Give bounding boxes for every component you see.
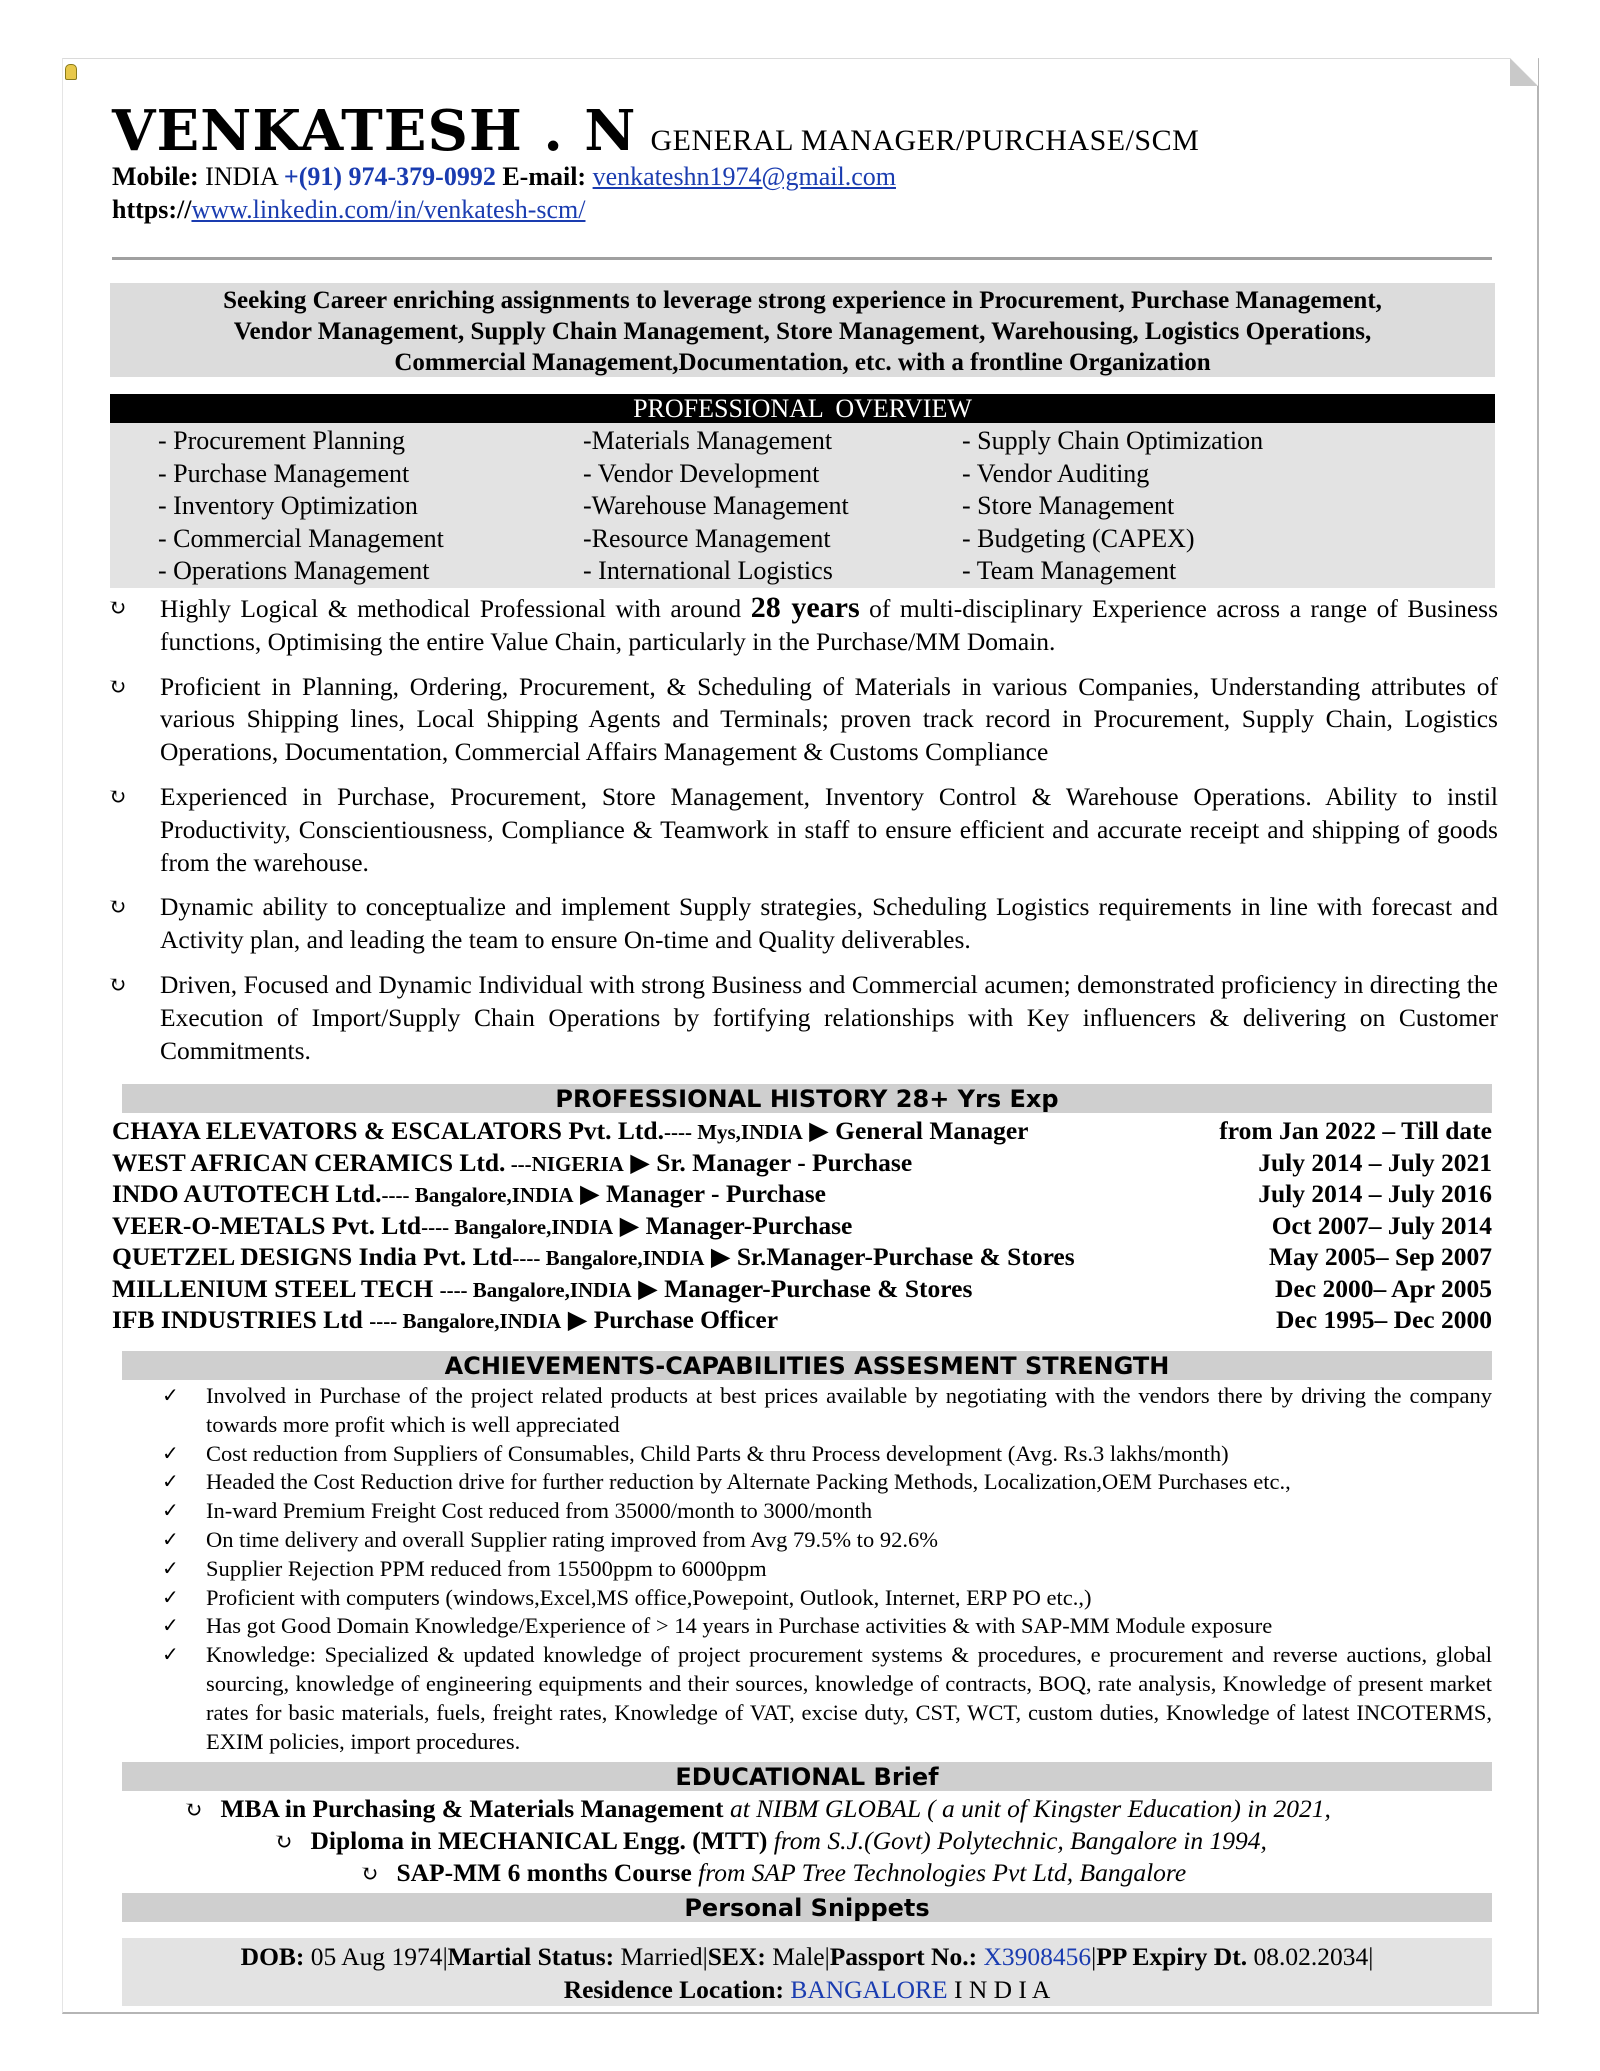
dob-value: 05 Aug 1974: [304, 1942, 443, 1971]
summary-bullet: [108, 592, 1498, 659]
job-dates: Dec 1995– Dec 2000: [1276, 1305, 1492, 1334]
check-icon: ✓: [162, 1385, 179, 1407]
overview-item: - Budgeting (CAPEX): [962, 523, 1195, 553]
job-role: Purchase Officer: [593, 1305, 779, 1334]
job-location: ---- Mys,INDIA: [663, 1120, 803, 1144]
candidate-name: VENKATESH . N: [112, 98, 637, 164]
job-role: Manager-Purchase: [645, 1210, 853, 1240]
pin-icon: [65, 64, 77, 80]
job-location: ---- Bangalore,INDIA: [369, 1309, 562, 1333]
job-role: Sr. Manager - Purchase: [656, 1147, 913, 1177]
dob-label: DOB:: [240, 1942, 305, 1971]
education-detail: from SAP Tree Technologies Pvt Ltd, Bangalore: [691, 1858, 1187, 1887]
mobile-country: INDIA: [205, 162, 278, 191]
overview-item: - Vendor Development: [583, 458, 820, 488]
objective-line: Vendor Management, Supply Chain Management, Store Management, Warehousing, Logistics Operations,: [233, 318, 1372, 345]
achievement-text: In-ward Premium Freight Cost reduced from 35000/month to 3000/month: [206, 1498, 873, 1524]
summary-bullet: [108, 969, 1498, 1067]
email-label: E-mail:: [502, 162, 587, 191]
job-company: QUETZEL DESIGNS India Pvt. Ltd: [112, 1242, 513, 1271]
passport-label: Passport No.:: [829, 1942, 978, 1971]
summary-bullet: [108, 671, 1498, 769]
page-fold-corner: [1510, 58, 1538, 86]
residence-city: BANGALORE: [783, 1975, 948, 2004]
job-company: MILLENIUM STEEL TECH: [112, 1273, 440, 1303]
job-location: ---NIGERIA: [505, 1151, 624, 1176]
job-row: [112, 1304, 1492, 1336]
linkedin-link[interactable]: www.linkedin.com/in/venkatesh-scm/: [191, 195, 586, 224]
email-link[interactable]: venkateshn1974@gmail.com: [592, 162, 896, 191]
education-degree: Diploma in MECHANICAL Engg. (MTT): [310, 1826, 768, 1855]
career-objective: [110, 283, 1495, 377]
achievement-text: Proficient with computers (windows,Excel,MS office,Powepoint, Outlook, Internet, ERP PO etc.,): [206, 1584, 1092, 1610]
achievement-item: [112, 1468, 1492, 1497]
achievement-text: Knowledge: Specialized & updated knowledge of project procurement systems & procedures, e procurement and reverse auctions, global sourcing, knowledge of engineering equipments and their sources, knowledge of contracts, BOQ, rate analysis, Knowledge of present market rates for basic materials, fuels, freight rates, Knowledge of VAT, excise duty, CST, WCT, custom duties, Knowledge of latest INCOTERMS, EXIM policies, import procedures.: [206, 1642, 1492, 1754]
job-dates: Oct 2007– July 2014: [1271, 1210, 1492, 1240]
job-role: General Manager: [835, 1116, 1029, 1145]
achievement-text: Has got Good Domain Knowledge/Experience of > 14 years in Purchase activities & with SAP-MM Module exposure: [206, 1613, 1273, 1639]
overview-item: - Procurement Planning: [158, 426, 405, 455]
summary-bullet: [108, 781, 1498, 879]
job-location: ---- Bangalore,INDIA: [381, 1183, 574, 1207]
job-dates: May 2005– Sep 2007: [1268, 1242, 1492, 1271]
mobile-number: +(91) 974-379-0992: [283, 162, 496, 191]
job-role: Sr.Manager-Purchase & Stores: [736, 1242, 1075, 1271]
refresh-bullet-icon: ↻: [360, 1861, 379, 1886]
achievement-item: [112, 1555, 1492, 1584]
arrow-icon: ▶: [710, 1242, 731, 1271]
personal-line-1: [122, 1940, 1492, 1973]
summary-text: of multi-disciplinary Experience across a range of Business functions, Optimising the entire Value Chain, particularly in the Purchase/MM Domain.: [160, 594, 1499, 656]
achievements-heading: ACHIEVEMENTS-CAPABILITIES ASSESMENT STRENGTH: [122, 1351, 1492, 1380]
achievement-item: [112, 1584, 1492, 1613]
check-icon: ✓: [162, 1471, 179, 1494]
achievement-item: [112, 1440, 1492, 1469]
job-dates: July 2014 – July 2016: [1258, 1179, 1492, 1208]
achievement-item: [112, 1641, 1492, 1756]
achievement-item: [112, 1382, 1492, 1440]
overview-item: - Vendor Auditing: [962, 458, 1150, 488]
marital-value: Married: [614, 1942, 703, 1971]
job-row: [112, 1147, 1492, 1179]
overview-column-2: [583, 425, 849, 588]
refresh-bullet-icon: ↻: [108, 971, 127, 997]
job-row: [112, 1178, 1492, 1210]
education-degree: SAP-MM 6 months Course: [396, 1858, 692, 1887]
achievement-item: [112, 1526, 1492, 1555]
overview-item: -Warehouse Management: [583, 491, 849, 520]
overview-item: - Purchase Management: [158, 458, 410, 488]
professional-overview-heading: PROFESSIONAL OVERVIEW: [110, 394, 1495, 423]
summary-text: Proficient in Planning, Ordering, Procurement, & Scheduling of Materials in various Companies, Understanding attributes of various Shipping lines, Local Shipping Agents and Terminals; proven track record in Procurement, Supply Chain, Logistics Operations, Documentation, Commercial Affairs Management & Customs Compliance: [160, 671, 1498, 767]
achievements-list: [112, 1382, 1492, 1756]
refresh-bullet-icon: ↻: [274, 1829, 293, 1854]
overview-item: -Materials Management: [583, 426, 833, 455]
expiry-label: PP Expiry Dt.: [1096, 1942, 1248, 1971]
overview-column-3: [962, 425, 1263, 588]
professional-history-heading: PROFESSIONAL HISTORY 28+ Yrs Exp: [122, 1084, 1492, 1113]
arrow-icon: ▶: [630, 1147, 650, 1177]
achievement-item: [112, 1497, 1492, 1526]
education-item: [112, 1825, 1492, 1857]
summary-text: Highly Logical & methodical Professional with around: [160, 594, 751, 623]
summary-bullets: [108, 592, 1498, 1079]
separator: |: [1368, 1942, 1374, 1971]
job-location: ---- Bangalore,INDIA: [439, 1277, 632, 1302]
arrow-icon: ▶: [809, 1116, 829, 1145]
overview-item: - Operations Management: [158, 556, 430, 585]
education-detail: at NIBM GLOBAL ( a unit of Kingster Education) in 2021,: [723, 1794, 1331, 1823]
job-company: CHAYA ELEVATORS & ESCALATORS Pvt. Ltd.: [112, 1116, 664, 1145]
overview-item: -Resource Management: [583, 523, 831, 553]
overview-item: - Inventory Optimization: [158, 491, 418, 520]
linkedin-prefix: https://: [112, 195, 192, 224]
refresh-bullet-icon: ↻: [184, 1797, 203, 1822]
job-row: [112, 1115, 1492, 1147]
achievement-text: Involved in Purchase of the project related products at best prices available by negotiating with the vendors there by driving the company towards more profit which is well appreciated: [206, 1383, 1492, 1437]
job-row: [112, 1241, 1492, 1273]
arrow-icon: ▶: [579, 1179, 600, 1208]
refresh-bullet-icon: ↻: [108, 894, 127, 920]
education-detail: from S.J.(Govt) Polytechnic, Bangalore in 1994,: [767, 1826, 1267, 1855]
summary-bullet: [108, 891, 1498, 957]
check-icon: ✓: [162, 1442, 179, 1465]
job-company: IFB INDUSTRIES Ltd: [112, 1305, 370, 1334]
summary-text: Driven, Focused and Dynamic Individual with strong Business and Commercial acumen; demonstrated proficiency in directing the Execution of Import/Supply Chain Operations by fortifying relationships with Key influencers & delivering on Customer Commitments.: [160, 969, 1498, 1065]
achievement-text: Headed the Cost Reduction drive for further reduction by Alternate Packing Methods, Localization,OEM Purchases etc.,: [206, 1469, 1291, 1495]
personal-details: [122, 1938, 1492, 2006]
job-dates: from Jan 2022 – Till date: [1219, 1116, 1492, 1145]
job-location: ---- Bangalore,INDIA: [512, 1246, 705, 1270]
education-item: [112, 1793, 1492, 1825]
job-row: [112, 1210, 1492, 1242]
check-icon: ✓: [162, 1586, 179, 1609]
personal-snippets-heading: Personal Snippets: [122, 1893, 1492, 1922]
linkedin-line: [112, 193, 1492, 226]
years-highlight: 28 years: [750, 591, 860, 624]
education-list: [112, 1793, 1492, 1889]
refresh-bullet-icon: ↻: [108, 783, 127, 809]
sex-value: Male: [765, 1942, 825, 1971]
job-company: WEST AFRICAN CERAMICS Ltd.: [112, 1147, 506, 1177]
check-icon: ✓: [162, 1615, 179, 1638]
arrow-icon: ▶: [638, 1273, 658, 1303]
check-icon: ✓: [162, 1644, 179, 1667]
check-icon: ✓: [162, 1557, 179, 1580]
education-heading: EDUCATIONAL Brief: [122, 1762, 1492, 1791]
job-company: VEER-O-METALS Pvt. Ltd: [112, 1210, 422, 1240]
overview-item: - Supply Chain Optimization: [962, 426, 1264, 455]
mobile-label: Mobile:: [112, 162, 199, 191]
overview-item: - Commercial Management: [158, 523, 444, 553]
resume-header: [112, 98, 1492, 226]
professional-history: [112, 1115, 1492, 1336]
achievement-text: Cost reduction from Suppliers of Consumables, Child Parts & thru Process development (Avg. Rs.3 lakhs/month): [206, 1440, 1229, 1466]
education-degree: MBA in Purchasing & Materials Management: [220, 1794, 724, 1823]
job-title: GENERAL MANAGER/PURCHASE/SCM: [650, 124, 1200, 157]
personal-line-2: [122, 1973, 1492, 2006]
objective-line: Seeking Career enriching assignments to leverage strong experience in Procurement, Purchase Management,: [223, 287, 1382, 314]
achievement-text: On time delivery and overall Supplier rating improved from Avg 79.5% to 92.6%: [206, 1526, 938, 1552]
separator: |: [1091, 1942, 1097, 1971]
professional-overview-grid: [110, 423, 1495, 588]
overview-item: - Team Management: [962, 556, 1177, 585]
achievement-item: [112, 1612, 1492, 1641]
job-role: Manager - Purchase: [605, 1179, 826, 1208]
summary-text: Experienced in Purchase, Procurement, Store Management, Inventory Control & Warehouse Operations. Ability to instil Productivity, Conscientiousness, Compliance & Teamwork in staff to ensure efficient and accurate receipt and shipping of goods from the warehouse.: [160, 781, 1498, 877]
arrow-icon: ▶: [619, 1210, 640, 1240]
passport-value: X3908456: [977, 1942, 1092, 1971]
sex-label: SEX:: [707, 1942, 766, 1971]
job-company: INDO AUTOTECH Ltd.: [112, 1179, 382, 1208]
job-row: [112, 1273, 1492, 1305]
education-item: [112, 1857, 1492, 1889]
achievement-text: Supplier Rejection PPM reduced from 15500ppm to 6000ppm: [206, 1555, 767, 1581]
overview-item: - International Logistics: [583, 556, 833, 585]
header-divider: [112, 257, 1492, 260]
summary-text: Dynamic ability to conceptualize and implement Supply strategies, Scheduling Logistics requirements in line with forecast and Activity plan, and leading the team to ensure On-time and Quality deliverables.: [160, 892, 1498, 955]
residence-country: I N D I A: [947, 1975, 1051, 2004]
objective-line: Commercial Management,Documentation, etc. with a frontline Organization: [394, 349, 1211, 376]
check-icon: ✓: [162, 1528, 179, 1551]
check-icon: ✓: [162, 1500, 179, 1523]
arrow-icon: ▶: [567, 1305, 588, 1334]
job-dates: July 2014 – July 2021: [1258, 1147, 1492, 1177]
overview-item: - Store Management: [962, 491, 1175, 520]
separator: |: [442, 1942, 448, 1971]
expiry-value: 08.02.2034: [1247, 1942, 1369, 1971]
separator: |: [702, 1942, 708, 1971]
overview-column-1: [158, 425, 444, 588]
marital-label: Martial Status:: [447, 1942, 615, 1971]
separator: |: [824, 1942, 830, 1971]
refresh-bullet-icon: ↻: [108, 673, 127, 699]
residence-label: Residence Location:: [563, 1975, 784, 2004]
contact-line: [112, 160, 1492, 193]
job-role: Manager-Purchase & Stores: [664, 1273, 973, 1303]
refresh-bullet-icon: ↻: [108, 595, 127, 620]
job-location: ---- Bangalore,INDIA: [421, 1214, 614, 1239]
name-line: [112, 98, 1492, 164]
job-dates: Dec 2000– Apr 2005: [1275, 1273, 1492, 1303]
